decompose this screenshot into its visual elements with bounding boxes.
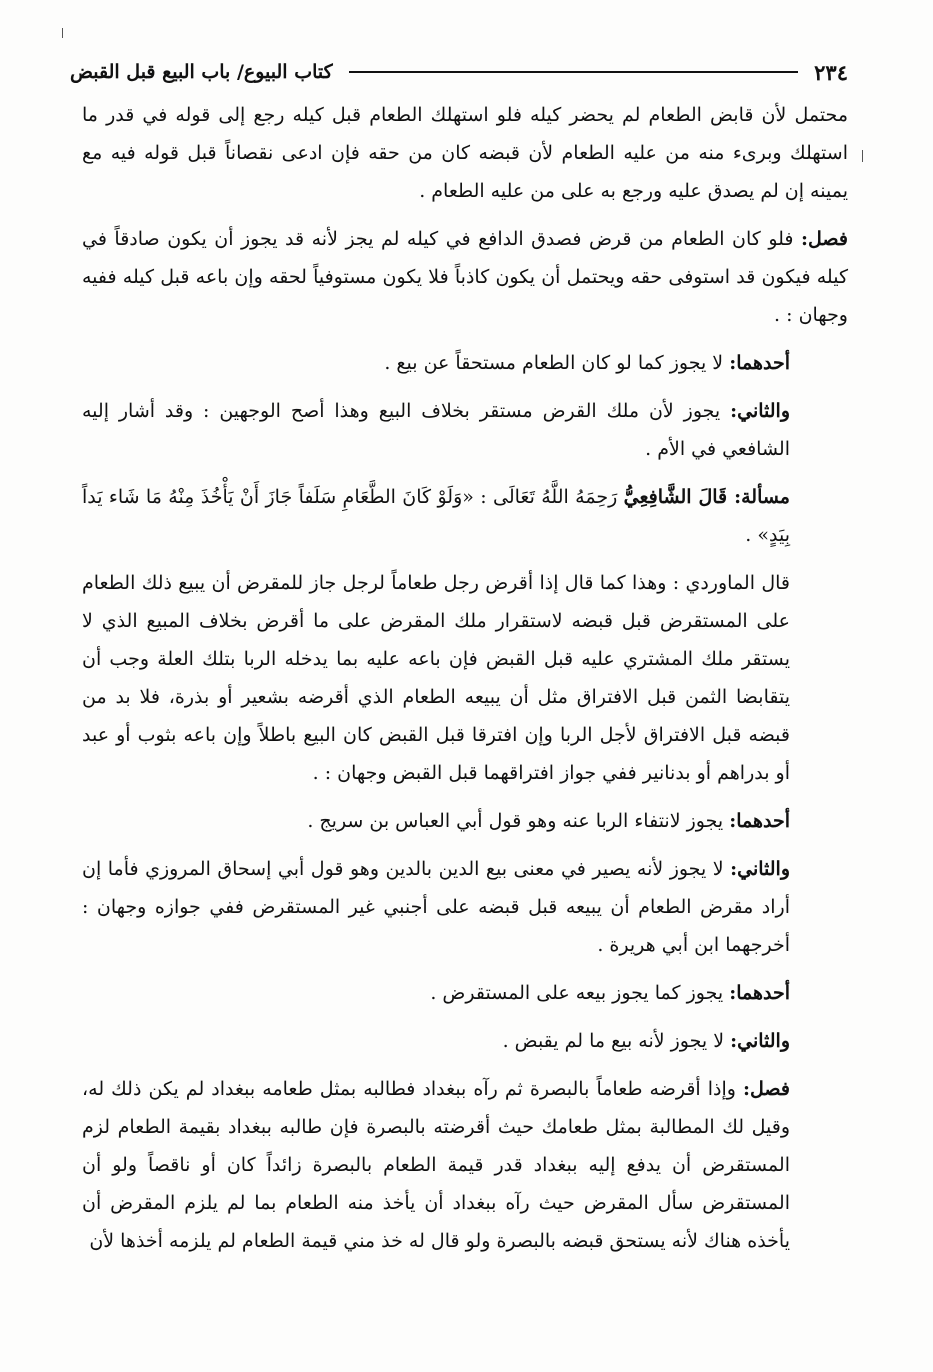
paragraph-text: رَحِمَهُ اللَّهُ تَعَالَى : «وَلَوْ كَانَ الطَّعَامِ سَلَفاً جَازَ أَنْ يَأْخُذَ مِنْهُ مَا شَاء يَداً بِيَدٍ» . xyxy=(82,486,790,546)
paragraph-lead: والثاني: xyxy=(730,400,790,422)
page-header xyxy=(70,52,848,92)
running-title: كتاب البيوع/ باب البيع قبل القبض xyxy=(70,61,333,83)
paragraph xyxy=(82,564,848,792)
paragraph xyxy=(82,974,848,1012)
header-rule xyxy=(349,71,798,73)
paragraph-text: يجوز لانتفاء الربا عنه وهو قول أبي العباس بن سريج . xyxy=(307,810,730,832)
paragraph xyxy=(82,802,848,840)
paragraph-lead: أحدهما: xyxy=(729,352,790,374)
paragraph-text: لا يجوز لأنه يصير في معنى بيع الدين بالدين وهو قول أبي إسحاق المروزي فأما إن أراد مقرض الطعام أن يبيعه قبل قبضه على أجنبي غير المستقرض ففي جوازه وجهان : أخرجهما ابن أبي هريرة . xyxy=(82,858,790,956)
paragraph xyxy=(82,344,848,382)
paragraph-lead: أحدهما: xyxy=(729,982,790,1004)
paragraph xyxy=(82,478,848,554)
paragraph-lead: والثاني: xyxy=(730,1030,790,1052)
paragraph xyxy=(82,1070,848,1260)
paragraph-lead: والثاني: xyxy=(730,858,790,880)
paragraph-lead: فصل: xyxy=(801,228,848,250)
paragraph xyxy=(82,220,848,334)
page-number: ٢٣٤ xyxy=(814,59,848,85)
paragraph-text: فلو كان الطعام من قرض فصدق الدافع في كيله لم يجز لأنه قد يجوز أن يكون صادقاً في كيله فيكون قد استوفى حقه ويحتمل أن يكون كاذباً فلا يكون مستوفياً لحقه وإن باعه قبل كيله ففيه وجهان : . xyxy=(82,228,848,326)
paragraph-text: يجوز لأن ملك القرض مستقر بخلاف البيع وهذا أصح الوجهين : وقد أشار إليه الشافعي في الأم . xyxy=(82,400,790,460)
margin-mark xyxy=(862,150,863,162)
paragraph-text: لا يجوز لأنه بيع ما لم يقبض . xyxy=(502,1030,731,1052)
paragraph-lead: أحدهما: xyxy=(729,810,790,832)
paragraph-text: محتمل لأن قابض الطعام لم يحضر كيله فلو استهلك الطعام قبل كيله رجع إلى قوله في قدر ما استهلك وبرىء منه من عليه الطعام لأن قبضه كان من حقه فإن ادعى نقصاناً قبل قوله فيه مع يمينه إن لم يصدق عليه ورجع به على من عليه الطعام . xyxy=(82,104,848,202)
paragraph xyxy=(82,850,848,964)
margin-mark xyxy=(62,28,63,38)
page-body xyxy=(82,96,848,1270)
paragraph xyxy=(82,96,848,210)
paragraph-lead: مسألة: قَالَ الشَّافِعِيُّ xyxy=(623,486,790,508)
paragraph-text: وإذا أقرضه طعاماً بالبصرة ثم رآه ببغداد فطالبه بمثل طعامه ببغداد لم يكن ذلك له، وقيل لك المطالبة بمثل طعامك حيث أقرضته بالبصرة فإن طالبه ببغداد بقيمة الطعام لزم المستقرض أن يدفع إليه ببغداد قدر قيمة الطعام بالبصرة زائداً كان أو ناقصاً ولو أن المستقرض سأل المقرض حيث رآه ببغداد أن يأخذ منه الطعام بما لم يلزم المقرض أن يأخذه هناك لأنه يستحق قبضه بالبصرة ولو قال له خذ مني قيمة الطعام لم يلزمه أخذها لأن xyxy=(82,1078,790,1252)
paragraph-lead: فصل: xyxy=(743,1078,790,1100)
paragraph-text: لا يجوز كما لو كان الطعام مستحقاً عن بيع . xyxy=(384,352,730,374)
paragraph-text: قال الماوردي : وهذا كما قال إذا أقرض رجل طعاماً لرجل جاز للمقرض أن يبيع ذلك الطعام على المستقرض قبل قبضه لاستقرار ملك المقرض على ما أقرض بخلاف المبيع الذي لا يستقر ملك المشتري عليه قبل القبض فإن باعه عليه بما يدخله الربا بتلك العلة وجب أن يتقابضا الثمن قبل الافتراق مثل أن يبيعه الطعام الذي أقرضه بشعير أو بذرة، فلا بد من قبضه قبل الافتراق لأجل الربا وإن افترقا قبل القبض كان البيع باطلاً وإن باعه بثوب أو عبد أو بدراهم أو بدنانير ففي جواز افتراقهما قبل القبض وجهان : . xyxy=(82,572,790,784)
paragraph xyxy=(82,392,848,468)
paragraph-text: يجوز كما يجوز بيعه على المستقرض . xyxy=(430,982,730,1004)
paragraph xyxy=(82,1022,848,1060)
